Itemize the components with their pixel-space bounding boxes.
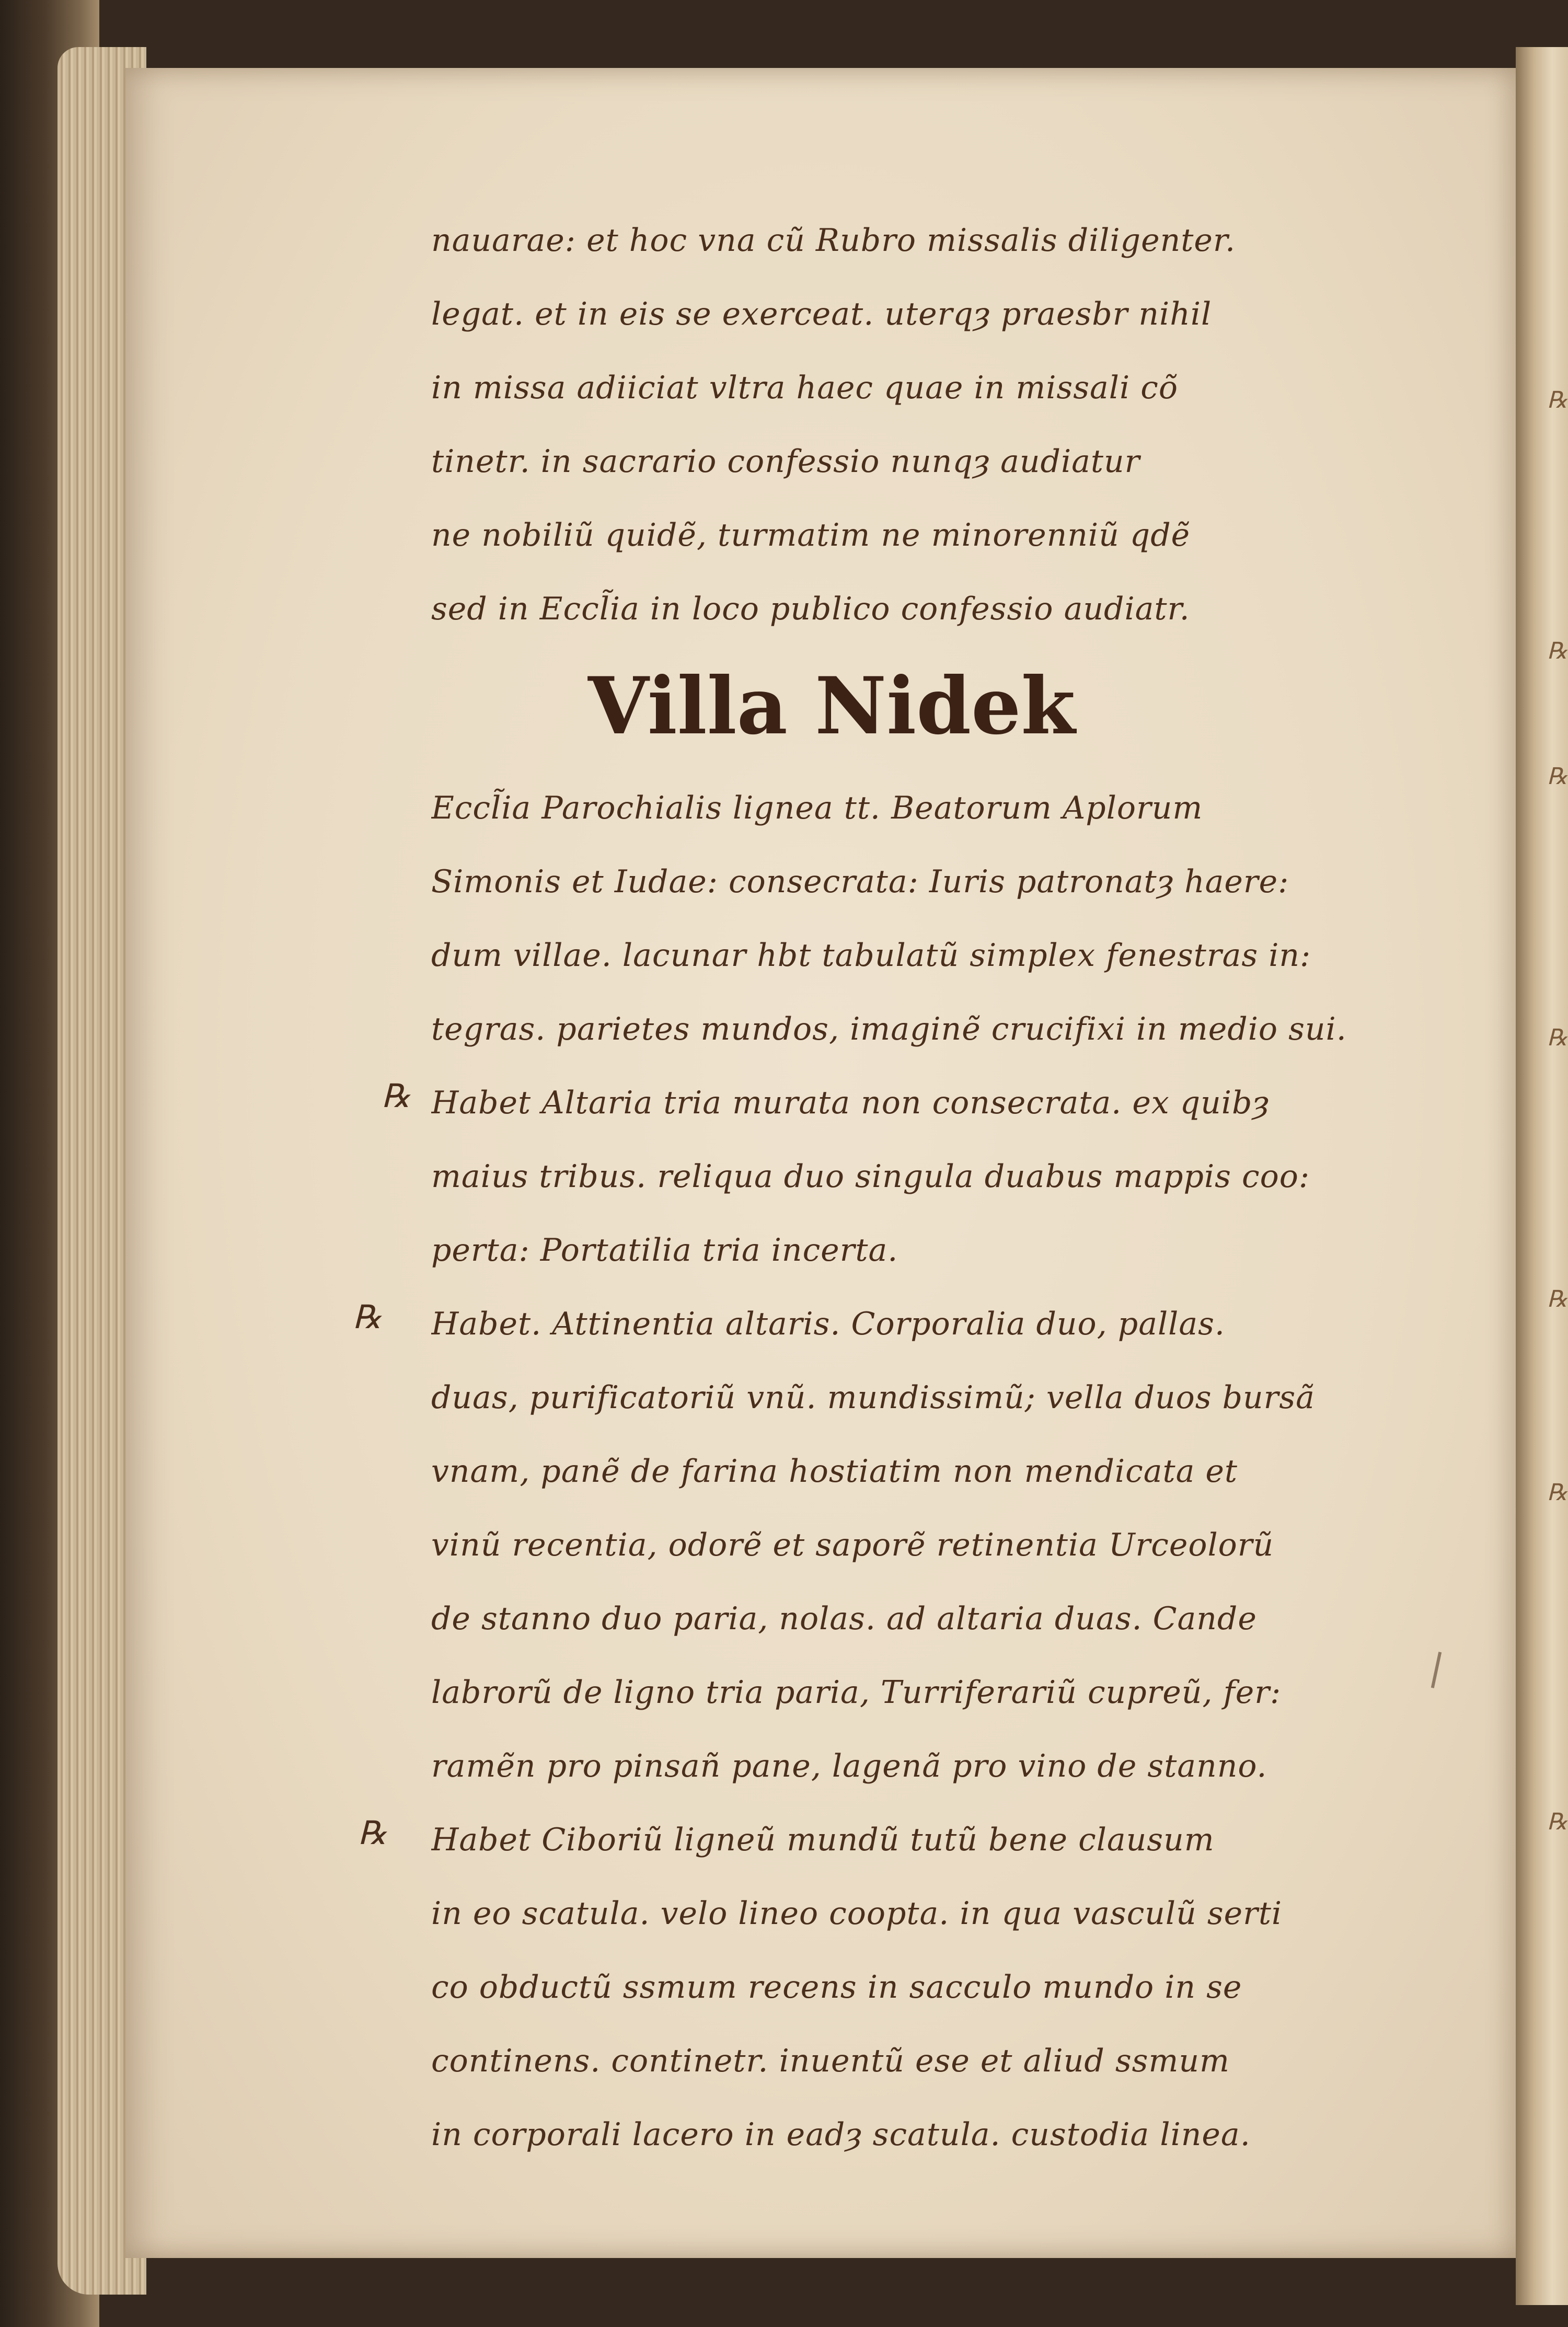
text-line: tinetr. in sacrario confessio nunqȝ audiatur <box>431 443 1140 480</box>
text-line: labrorũ de ligno tria paria, Turriferariũ cupreũ, fer: <box>431 1674 1282 1711</box>
facing-page-edge <box>1516 47 1568 2305</box>
facing-margin-mark: ℞ <box>1547 1479 1568 1506</box>
text-line: Habet Ciboriũ ligneũ mundũ tutũ bene clausum <box>431 1822 1215 1858</box>
text-line: vnam, panẽ de farina hostiatim non mendicata et <box>431 1453 1238 1490</box>
paragraph-mark: ℞ <box>353 1298 382 1336</box>
text-line: ramẽn pro pinsañ pane, lagenã pro vino de stanno. <box>431 1748 1267 1784</box>
facing-margin-mark: ℞ <box>1547 763 1568 790</box>
text-line: co obductũ ssmum recens in sacculo mundo in se <box>431 1969 1242 2006</box>
text-line: duas, purificatoriũ vnũ. mundissimũ; vella duos bursã <box>431 1379 1315 1416</box>
manuscript-text <box>353 204 1450 2172</box>
text-line: vinũ recentia, odorẽ et saporẽ retinentia Urceolorũ <box>431 1527 1274 1563</box>
text-line: ne nobiliũ quidẽ, turmatim ne minorenniũ qdẽ <box>431 517 1191 554</box>
text-line: Eccl̃ia Parochialis lignea tt. Beatorum Aplorum <box>431 790 1203 826</box>
text-line: nauarae: et hoc vna cũ Rubro missalis diligenter. <box>431 222 1236 259</box>
section-heading: Villa Nidek <box>588 660 1076 752</box>
text-line: Habet. Attinentia altaris. Corporalia duo, pallas. <box>431 1306 1225 1342</box>
text-line: Simonis et Iudae: consecrata: Iuris patronatȝ haere: <box>431 863 1289 900</box>
facing-margin-mark: ℞ <box>1547 387 1568 413</box>
text-line: sed in Eccl̃ia in loco publico confessio audiatr. <box>431 591 1190 627</box>
text-line: tegras. parietes mundos, imaginẽ crucifixi in medio sui. <box>431 1011 1347 1047</box>
text-line: in missa adiiciat vltra haec quae in missali cõ <box>431 370 1178 406</box>
text-line: de stanno duo paria, nolas. ad altaria duas. Cande <box>431 1600 1257 1637</box>
paragraph-mark: ℞ <box>382 1077 411 1115</box>
text-line: Habet Altaria tria murata non consecrata. ex quibȝ <box>431 1085 1270 1121</box>
text-line: perta: Portatilia tria incerta. <box>431 1232 898 1269</box>
text-line: continens. continetr. inuentũ ese et aliud ssmum <box>431 2043 1230 2079</box>
text-line: in eo scatula. velo lineo coopta. in qua vasculũ serti <box>431 1895 1283 1932</box>
facing-margin-mark: ℞ <box>1547 1286 1568 1312</box>
text-line: legat. et in eis se exerceat. uterqȝ praesbr nihil <box>431 296 1212 332</box>
facing-margin-mark: ℞ <box>1547 1808 1568 1835</box>
text-line: maius tribus. reliqua duo singula duabus mappis coo: <box>431 1158 1310 1195</box>
text-line: in corporali lacero in eadȝ scatula. custodia linea. <box>431 2116 1251 2153</box>
facing-margin-mark: ℞ <box>1547 1024 1568 1051</box>
facing-margin-mark: ℞ <box>1547 638 1568 664</box>
paragraph-mark: ℞ <box>358 1814 387 1852</box>
text-line: dum villae. lacunar hbt tabulatũ simplex fenestras in: <box>431 937 1311 974</box>
